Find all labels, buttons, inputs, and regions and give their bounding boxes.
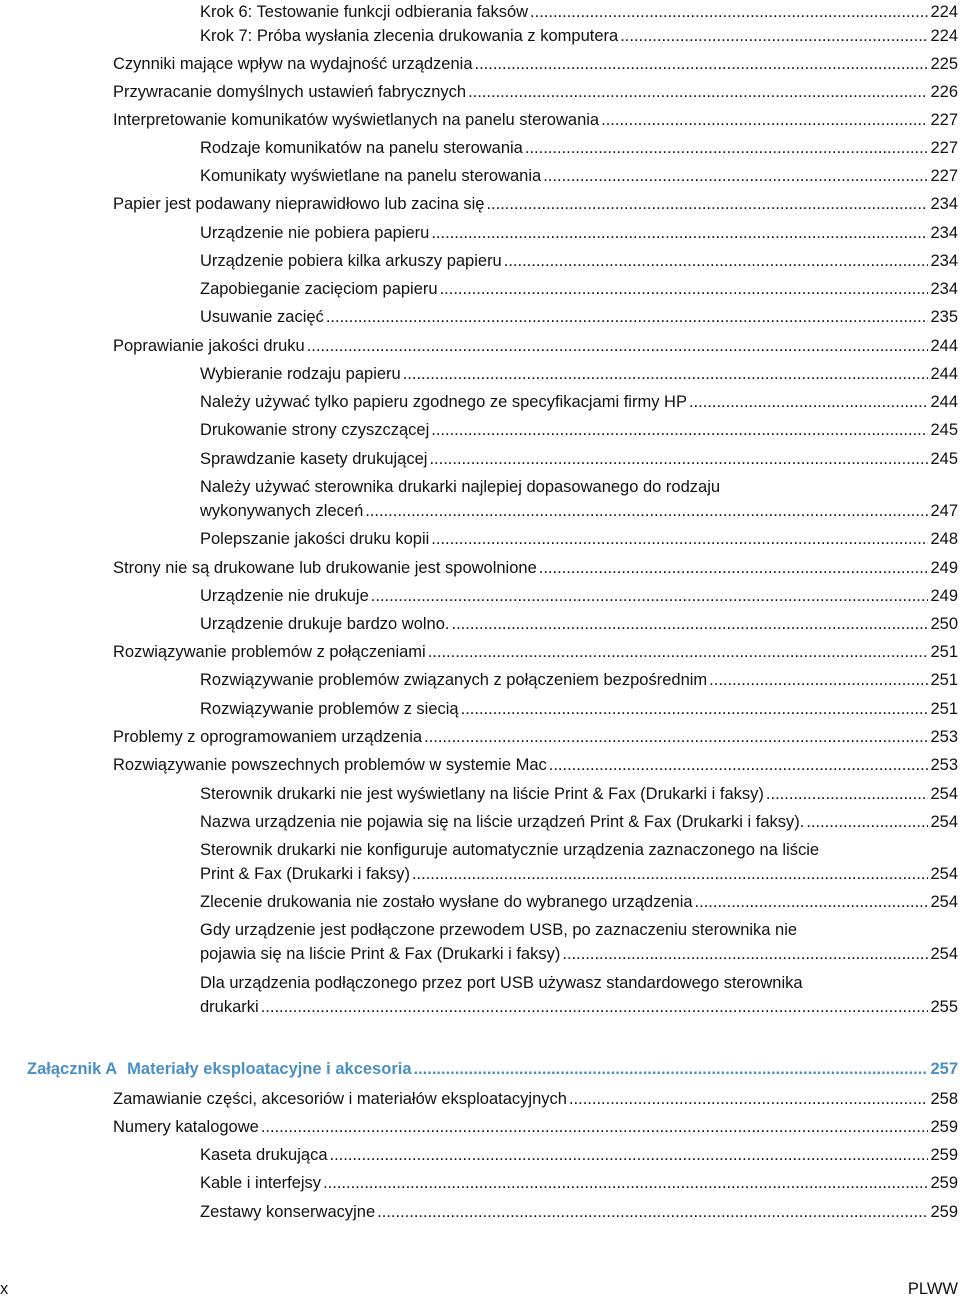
toc-page-number: 254: [930, 813, 958, 831]
toc-entry-title: wykonywanych zleceń: [200, 502, 364, 520]
toc-page-number: 251: [930, 643, 958, 661]
toc-page-number: 255: [930, 998, 958, 1016]
dot-leader: [326, 305, 929, 329]
toc-entry[interactable]: [200, 782, 958, 806]
toc-page-number: 251: [930, 700, 958, 718]
toc-entry[interactable]: [200, 390, 958, 414]
toc-page-number: 254: [930, 945, 958, 963]
toc-entry-title: Papier jest podawany nieprawidłowo lub zacina się: [113, 195, 485, 213]
toc-page-number: 253: [930, 756, 958, 774]
toc-entry-title: Rodzaje komunikatów na panelu sterowania: [200, 139, 523, 157]
toc-entry[interactable]: [113, 1115, 958, 1139]
toc-entry[interactable]: [200, 136, 958, 160]
toc-entry-title: Urządzenie drukuje bardzo wolno.: [200, 615, 450, 633]
toc-entry[interactable]: [27, 1057, 958, 1081]
toc-entry-title: Komunikaty wyświetlane na panelu sterowania: [200, 167, 542, 185]
toc-entry[interactable]: [200, 810, 958, 834]
toc-entry[interactable]: [200, 0, 958, 24]
toc-entry-title: Rozwiązywanie problemów z siecią: [200, 700, 459, 718]
toc-page-number: 258: [930, 1090, 958, 1108]
toc-entry-title: Rozwiązywanie problemów z połączeniami: [113, 643, 426, 661]
toc-entry-title: Rozwiązywanie problemów związanych z połączeniem bezpośrednim: [200, 671, 708, 689]
toc-page-number: 224: [930, 27, 958, 45]
toc-page-number: 244: [930, 365, 958, 383]
dot-leader: [601, 108, 928, 132]
dot-leader: [412, 862, 929, 886]
dot-leader: [424, 725, 928, 749]
toc-entry[interactable]: [200, 447, 958, 471]
toc-entry[interactable]: [200, 305, 958, 329]
toc-entry-title: Wybieranie rodzaju papieru: [200, 365, 401, 383]
toc-entry-title: Czynniki mające wpływ na wydajność urządzenia: [113, 55, 473, 73]
toc-entry-title: Zapobieganie zacięciom papieru: [200, 280, 438, 298]
dot-leader: [440, 277, 929, 301]
toc-entry[interactable]: [113, 556, 958, 580]
toc-entry[interactable]: [200, 971, 958, 1019]
dot-leader: [486, 192, 928, 216]
dot-leader: [766, 782, 929, 806]
toc-entry-title: Problemy z oprogramowaniem urządzenia: [113, 728, 423, 746]
toc-entry[interactable]: [113, 725, 958, 749]
toc-entry[interactable]: [113, 334, 958, 358]
dot-leader: [261, 995, 929, 1019]
toc-entry-title: Print & Fax (Drukarki i faksy): [200, 865, 410, 883]
toc-entry-title: Zlecenie drukowania nie zostało wysłane do wybranego urządzenia: [200, 893, 693, 911]
dot-leader: [695, 890, 929, 914]
toc-entry-title: Kable i interfejsy: [200, 1174, 322, 1192]
toc-entry-title: Sprawdzanie kasety drukującej: [200, 450, 428, 468]
toc-entry-title: Drukowanie strony czyszczącej: [200, 421, 430, 439]
toc-entry[interactable]: [200, 612, 958, 636]
toc-entry-title: Sterownik drukarki nie jest wyświetlany na liście Print & Fax (Drukarki i faksy): [200, 785, 764, 803]
toc-page-number: 251: [930, 671, 958, 689]
toc-page-number: 254: [930, 785, 958, 803]
toc-page-number: 257: [930, 1060, 958, 1078]
toc-entry-title: Zestawy konserwacyjne: [200, 1203, 376, 1221]
toc-page-number: 235: [930, 308, 958, 326]
toc-entry-title: Urządzenie pobiera kilka arkuszy papieru: [200, 252, 502, 270]
toc-entry[interactable]: [113, 1087, 958, 1111]
appendix-title: Materiały eksploatacyjne i akcesoria: [127, 1060, 412, 1078]
toc-entry[interactable]: [200, 527, 958, 551]
toc-entry-title: Zamawianie części, akcesoriów i materiałów eksploatacyjnych: [113, 1090, 567, 1108]
toc-entry[interactable]: [113, 640, 958, 664]
dot-leader: [323, 1171, 928, 1195]
toc-entry[interactable]: [200, 668, 958, 692]
toc-page-number: 227: [930, 111, 958, 129]
dot-leader: [365, 499, 928, 523]
dot-leader: [562, 942, 928, 966]
toc-page-number: 259: [930, 1146, 958, 1164]
dot-leader: [504, 249, 929, 273]
toc-page-number: 226: [930, 83, 958, 101]
toc-entry-title: Krok 6: Testowanie funkcji odbierania faksów: [200, 3, 529, 21]
toc-entry[interactable]: [200, 164, 958, 188]
toc-entry-title: Strony nie są drukowane lub drukowanie jest spowolnione: [113, 559, 537, 577]
toc-entry[interactable]: [200, 1171, 958, 1195]
toc-page-number: 259: [930, 1118, 958, 1136]
toc-entry-title: Numery katalogowe: [113, 1118, 259, 1136]
toc-entry-title: Rozwiązywanie powszechnych problemów w systemie Mac: [113, 756, 547, 774]
toc-entry[interactable]: [200, 584, 958, 608]
toc-entry[interactable]: [113, 80, 958, 104]
dot-leader: [569, 1087, 929, 1111]
toc-entry[interactable]: [200, 24, 958, 48]
dot-leader: [549, 753, 929, 777]
dot-leader: [414, 1057, 929, 1081]
dot-leader: [431, 418, 928, 442]
toc-entry-title: Urządzenie nie pobiera papieru: [200, 224, 430, 242]
toc-page-number: 254: [930, 893, 958, 911]
toc-entry-title: Interpretowanie komunikatów wyświetlanych na panelu sterowania: [113, 111, 600, 129]
toc-entry[interactable]: [200, 1200, 958, 1224]
dot-leader: [539, 556, 929, 580]
dot-leader: [525, 136, 929, 160]
toc-page-number: 224: [930, 3, 958, 21]
dot-leader: [461, 697, 929, 721]
toc-page-number: 245: [930, 450, 958, 468]
dot-leader: [468, 80, 928, 104]
toc-entry-title: Usuwanie zacięć: [200, 308, 324, 326]
toc-entry[interactable]: [200, 277, 958, 301]
dot-leader: [451, 612, 928, 636]
toc-entry-title: Polepszanie jakości druku kopii: [200, 530, 430, 548]
toc-page-number: 248: [930, 530, 958, 548]
dot-leader: [806, 810, 928, 834]
toc-entry-title: Krok 7: Próba wysłania zlecenia drukowania z komputera: [200, 27, 619, 45]
dot-leader: [429, 447, 928, 471]
dot-leader: [530, 0, 928, 24]
toc-entry-title: Dla urządzenia podłączonego przez port USB używasz standardowego sterownika: [200, 974, 803, 992]
dot-leader: [377, 1200, 928, 1224]
dot-leader: [307, 334, 929, 358]
toc-entry[interactable]: [200, 362, 958, 386]
toc-entry[interactable]: [113, 753, 958, 777]
toc-entry[interactable]: [200, 418, 958, 442]
toc-entry-title: Należy używać tylko papieru zgodnego ze specyfikacjami firmy HP: [200, 393, 687, 411]
toc-entry-title: Należy używać sterownika drukarki najlepiej dopasowanego do rodzaju: [200, 478, 721, 496]
toc-page-number: 249: [930, 559, 958, 577]
toc-page-number: 234: [930, 252, 958, 270]
toc-page-number: 225: [930, 55, 958, 73]
dot-leader: [261, 1115, 929, 1139]
toc-entry[interactable]: [200, 890, 958, 914]
locale-code: PLWW: [907, 1280, 958, 1298]
toc-page-number: 247: [930, 502, 958, 520]
dot-leader: [709, 668, 928, 692]
dot-leader: [620, 24, 928, 48]
toc-entry-title: Sterownik drukarki nie konfiguruje automatycznie urządzenia zaznaczonego na liście: [200, 841, 820, 859]
toc-page-number: 253: [930, 728, 958, 746]
toc-entry-title: Poprawianie jakości druku: [113, 337, 305, 355]
dot-leader: [475, 52, 929, 76]
toc-entry[interactable]: [200, 221, 958, 245]
toc-entry[interactable]: [200, 838, 958, 886]
dot-leader: [428, 640, 929, 664]
toc-entry[interactable]: [200, 249, 958, 273]
toc-entry[interactable]: [113, 192, 958, 216]
dot-leader: [431, 221, 928, 245]
toc-page-number: 249: [930, 587, 958, 605]
toc-page-number: 250: [930, 615, 958, 633]
toc-entry[interactable]: [113, 108, 958, 132]
dot-leader: [330, 1143, 929, 1167]
toc-entry[interactable]: [200, 918, 958, 966]
toc-entry[interactable]: [200, 475, 958, 523]
toc-entry[interactable]: [200, 1143, 958, 1167]
toc-page-number: 227: [930, 139, 958, 157]
dot-leader: [543, 164, 928, 188]
toc-entry-title: Nazwa urządzenia nie pojawia się na liście urządzeń Print & Fax (Drukarki i faksy).: [200, 813, 805, 831]
toc-page-number: 234: [930, 224, 958, 242]
appendix-label: Załącznik A: [27, 1060, 118, 1078]
page-number: x: [0, 1280, 9, 1298]
toc-page-number: 254: [930, 865, 958, 883]
dot-leader: [431, 527, 928, 551]
toc-page-number: 244: [930, 337, 958, 355]
toc-page-number: 234: [930, 280, 958, 298]
toc-entry-title: Kaseta drukująca: [200, 1146, 328, 1164]
toc-entry-title: Urządzenie nie drukuje: [200, 587, 369, 605]
dot-leader: [689, 390, 929, 414]
toc-entry[interactable]: [113, 52, 958, 76]
toc-page-number: 244: [930, 393, 958, 411]
toc-page-number: 234: [930, 195, 958, 213]
toc-page-number: 227: [930, 167, 958, 185]
dot-leader: [403, 362, 929, 386]
toc-page-number: 259: [930, 1203, 958, 1221]
toc-page-number: 259: [930, 1174, 958, 1192]
toc-entry-title: Gdy urządzenie jest podłączone przewodem USB, po zaznaczeniu sterownika nie: [200, 921, 798, 939]
toc-entry[interactable]: [200, 697, 958, 721]
toc-page-number: 245: [930, 421, 958, 439]
toc-entry-title: Przywracanie domyślnych ustawień fabrycznych: [113, 83, 467, 101]
dot-leader: [371, 584, 929, 608]
toc-entry-title: drukarki: [200, 998, 259, 1016]
toc-entry-title: pojawia się na liście Print & Fax (Drukarki i faksy): [200, 945, 561, 963]
